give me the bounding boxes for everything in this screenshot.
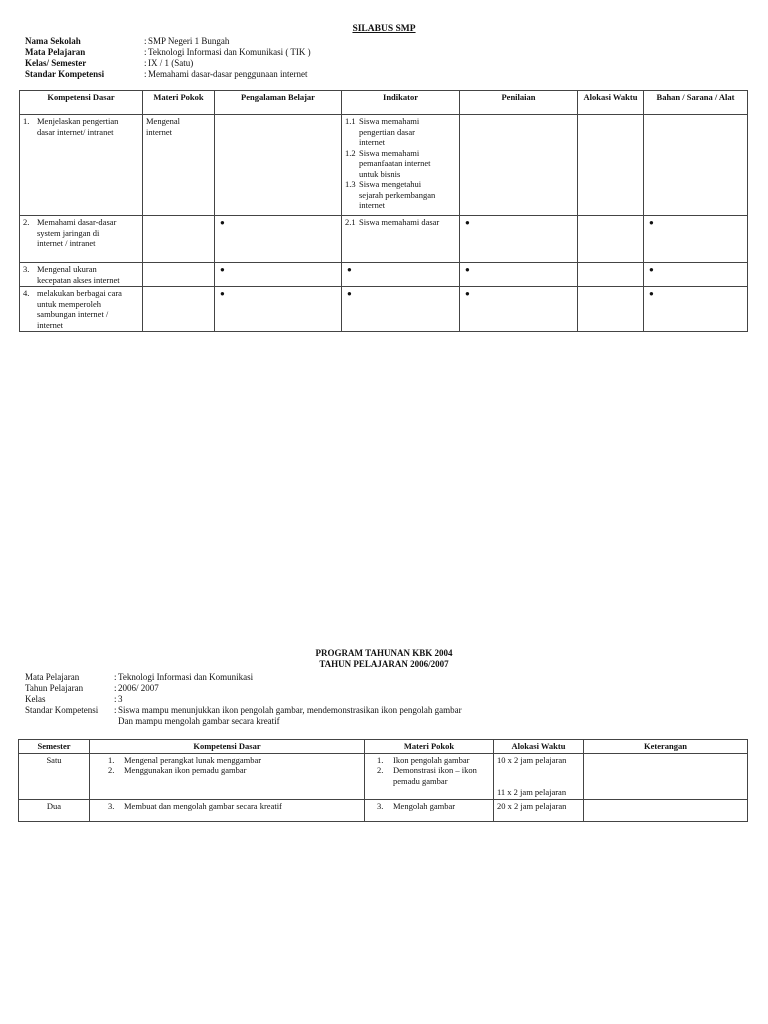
kd-cell <box>20 216 143 263</box>
alokasi-cell <box>494 753 584 799</box>
cell-line: melakukan berbagai cara <box>37 288 122 298</box>
alokasi-cell <box>494 799 584 821</box>
cell-line: Siswa mengetahui <box>359 179 422 189</box>
bullet-icon: ● <box>465 218 470 227</box>
pengalaman-cell <box>215 287 342 332</box>
meta-label: Kelas/ Semester <box>25 58 87 68</box>
kd-cell <box>90 799 365 821</box>
cell-line: Mengenal perangkat lunak menggambar <box>124 754 262 765</box>
meta-label: Kelas <box>25 694 46 704</box>
meta-value: 2006/ 2007 <box>118 683 159 693</box>
item-number: 2.1 <box>345 217 356 227</box>
table-row <box>19 753 748 799</box>
meta-label: Nama Sekolah <box>25 36 81 46</box>
meta-label: Standar Kompetensi <box>25 705 99 715</box>
cell-line: Menjelaskan pengertian <box>37 116 119 126</box>
materi-cell <box>143 115 215 216</box>
meta-row-class: Kelas : 3 <box>25 694 123 704</box>
keterangan-cell <box>584 799 748 821</box>
header-cell: Keterangan <box>584 740 748 754</box>
table-header-row <box>20 91 748 115</box>
cell-line: untuk bisnis <box>359 168 401 179</box>
meta-row-subject: Mata Pelajaran : Teknologi Informasi dan Komunikasi <box>25 672 254 682</box>
pengalaman-cell <box>215 115 342 216</box>
header-cell: Alokasi Waktu <box>494 740 584 754</box>
cell-line: sejarah perkembangan <box>359 189 436 200</box>
header-cell: Materi Pokok <box>143 91 215 115</box>
cell-line: kecepatan akses internet <box>37 274 120 285</box>
meta-value: IX / 1 (Satu) <box>148 58 194 68</box>
cell-line: Menggunakan ikon pemadu gambar <box>124 765 247 775</box>
item-number: 4. <box>23 288 30 298</box>
cell-line: Membuat dan mengolah gambar secara kreatif <box>124 800 282 811</box>
cell-line: Mengenal <box>146 116 180 126</box>
bahan-cell <box>644 216 748 263</box>
header-cell: Kompetensi Dasar <box>90 740 365 754</box>
meta-row-standard: Standar Kompetensi : Siswa mampu menunjukkan ikon pengolah gambar, mendemonstrasikan ikon pengolah gambar <box>25 705 462 715</box>
penilaian-cell <box>460 115 578 216</box>
item-number: 1.3 <box>345 179 356 189</box>
materi-cell <box>365 753 494 799</box>
item-number: 3. <box>377 800 384 811</box>
bullet-icon: ● <box>465 289 470 298</box>
header-cell: Pengalaman Belajar <box>215 91 342 115</box>
table-row <box>20 115 748 216</box>
penilaian-cell <box>460 216 578 263</box>
cell-line: system jaringan di <box>37 227 100 238</box>
cell-line: internet <box>359 137 385 147</box>
indikator-cell <box>342 287 460 332</box>
header-cell: Penilaian <box>460 91 578 115</box>
kd-cell <box>90 753 365 799</box>
alokasi-cell <box>578 263 644 287</box>
meta-label: Tahun Pelajaran <box>25 683 84 693</box>
bullet-icon: ● <box>220 265 225 274</box>
table-header-row <box>19 740 748 754</box>
meta-value: Memahami dasar-dasar penggunaan internet <box>148 69 308 79</box>
materi-cell <box>143 263 215 287</box>
header-cell: Materi Pokok <box>365 740 494 754</box>
cell-line: pemadu gambar <box>393 775 448 786</box>
meta-label: Standar Kompetensi <box>25 69 105 79</box>
item-number: 1.2 <box>345 147 356 158</box>
bahan-cell <box>644 115 748 216</box>
program-subtitle: TAHUN PELAJARAN 2006/2007 <box>319 659 449 669</box>
meta-value: Dan mampu mengolah gambar secara kreatif <box>118 716 280 726</box>
cell-line: sambungan internet / <box>37 309 109 319</box>
program-table <box>18 739 748 822</box>
bahan-cell <box>644 263 748 287</box>
cell-line: Memahami dasar-dasar <box>37 217 117 227</box>
alokasi-cell <box>578 287 644 332</box>
materi-cell <box>365 799 494 821</box>
materi-cell <box>143 216 215 263</box>
cell-line: Demonstrasi ikon – ikon <box>393 765 477 775</box>
meta-value: Teknologi Informasi dan Komunikasi <box>118 672 254 682</box>
header-cell: Alokasi Waktu <box>578 91 644 115</box>
meta-row-standard: Standar Kompetensi : Memahami dasar-dasar penggunaan internet <box>25 69 308 79</box>
bullet-icon: ● <box>220 289 225 298</box>
item-number: 2. <box>377 765 384 775</box>
table-row <box>20 287 748 332</box>
item-number: 3. <box>108 800 115 811</box>
cell-line: Siswa memahami dasar <box>359 217 440 227</box>
item-number: 1.1 <box>345 116 356 126</box>
kd-cell <box>20 287 143 332</box>
keterangan-cell <box>584 753 748 799</box>
table-row <box>19 799 748 821</box>
meta-value: SMP Negeri 1 Bungah <box>148 36 230 46</box>
cell-line: dasar internet/ intranet <box>37 126 114 137</box>
meta-label: Mata Pelajaran <box>25 47 86 57</box>
item-number: 1. <box>23 116 30 126</box>
meta-row-year: Tahun Pelajaran : 2006/ 2007 <box>25 683 159 693</box>
table-row <box>20 263 748 287</box>
indikator-cell <box>342 263 460 287</box>
penilaian-cell <box>460 287 578 332</box>
cell-line: Mengenal ukuran <box>37 264 97 274</box>
pengalaman-cell <box>215 263 342 287</box>
cell-line: Siswa memahami <box>359 147 420 158</box>
alokasi-cell <box>578 216 644 263</box>
bullet-icon: ● <box>649 265 654 274</box>
bullet-icon: ● <box>465 265 470 274</box>
cell-line: 20 x 2 jam pelajaran <box>497 800 567 811</box>
kd-cell <box>20 263 143 287</box>
bullet-icon: ● <box>347 265 352 274</box>
meta-value: Siswa mampu menunjukkan ikon pengolah gambar, mendemonstrasikan ikon pengolah gambar <box>118 705 462 715</box>
semester-cell: Satu <box>19 753 90 799</box>
header-cell: Semester <box>19 740 90 754</box>
kd-cell <box>20 115 143 216</box>
penilaian-cell <box>460 263 578 287</box>
cell-line: Ikon pengolah gambar <box>393 754 470 765</box>
cell-line: 11 x 2 jam pelajaran <box>497 787 567 797</box>
table-row <box>20 216 748 263</box>
program-meta <box>25 672 462 727</box>
cell-line: internet <box>359 200 385 210</box>
bahan-cell <box>644 287 748 332</box>
cell-line: untuk memperoleh <box>37 298 101 309</box>
meta-value: Teknologi Informasi dan Komunikasi ( TIK ) <box>148 47 311 57</box>
cell-line: 10 x 2 jam pelajaran <box>497 754 567 765</box>
semester-cell: Dua <box>19 799 90 821</box>
bullet-icon: ● <box>649 218 654 227</box>
cell-line: Mengolah gambar <box>393 800 456 811</box>
meta-row-class: Kelas/ Semester : IX / 1 (Satu) <box>25 58 194 68</box>
cell-line: internet <box>146 126 172 137</box>
meta-row-standard-cont <box>25 716 462 727</box>
cell-line: pengertian dasar <box>359 126 415 137</box>
syllabus-title: SILABUS SMP <box>352 24 416 34</box>
materi-cell <box>143 287 215 332</box>
cell-line: internet <box>37 319 63 330</box>
meta-row-subject: Mata Pelajaran : Teknologi Informasi dan Komunikasi ( TIK ) <box>25 47 311 57</box>
cell-line: Siswa memahami <box>359 116 420 126</box>
header-cell: Bahan / Sarana / Alat <box>644 91 748 115</box>
item-number: 1. <box>108 754 115 765</box>
item-number: 2. <box>108 765 115 775</box>
pengalaman-cell <box>215 216 342 263</box>
header-cell: Indikator <box>342 91 460 115</box>
item-number: 1. <box>377 754 384 765</box>
item-number: 3. <box>23 264 30 274</box>
alokasi-cell <box>578 115 644 216</box>
bullet-icon: ● <box>220 218 225 227</box>
meta-label: Mata Pelajaran <box>25 672 80 682</box>
program-title: PROGRAM TAHUNAN KBK 2004 <box>315 648 453 658</box>
syllabus-table <box>19 90 748 332</box>
meta-value: 3 <box>118 694 123 704</box>
syllabus-meta <box>25 36 311 80</box>
bullet-icon: ● <box>347 289 352 298</box>
indikator-cell <box>342 115 460 216</box>
bullet-icon: ● <box>649 289 654 298</box>
indikator-cell <box>342 216 460 263</box>
meta-row-school: Nama Sekolah : SMP Negeri 1 Bungah <box>25 36 230 46</box>
header-cell: Kompetensi Dasar <box>20 91 143 115</box>
cell-line: pemanfaatan internet <box>359 158 431 168</box>
item-number: 2. <box>23 217 30 227</box>
cell-line: internet / intranet <box>37 238 96 248</box>
